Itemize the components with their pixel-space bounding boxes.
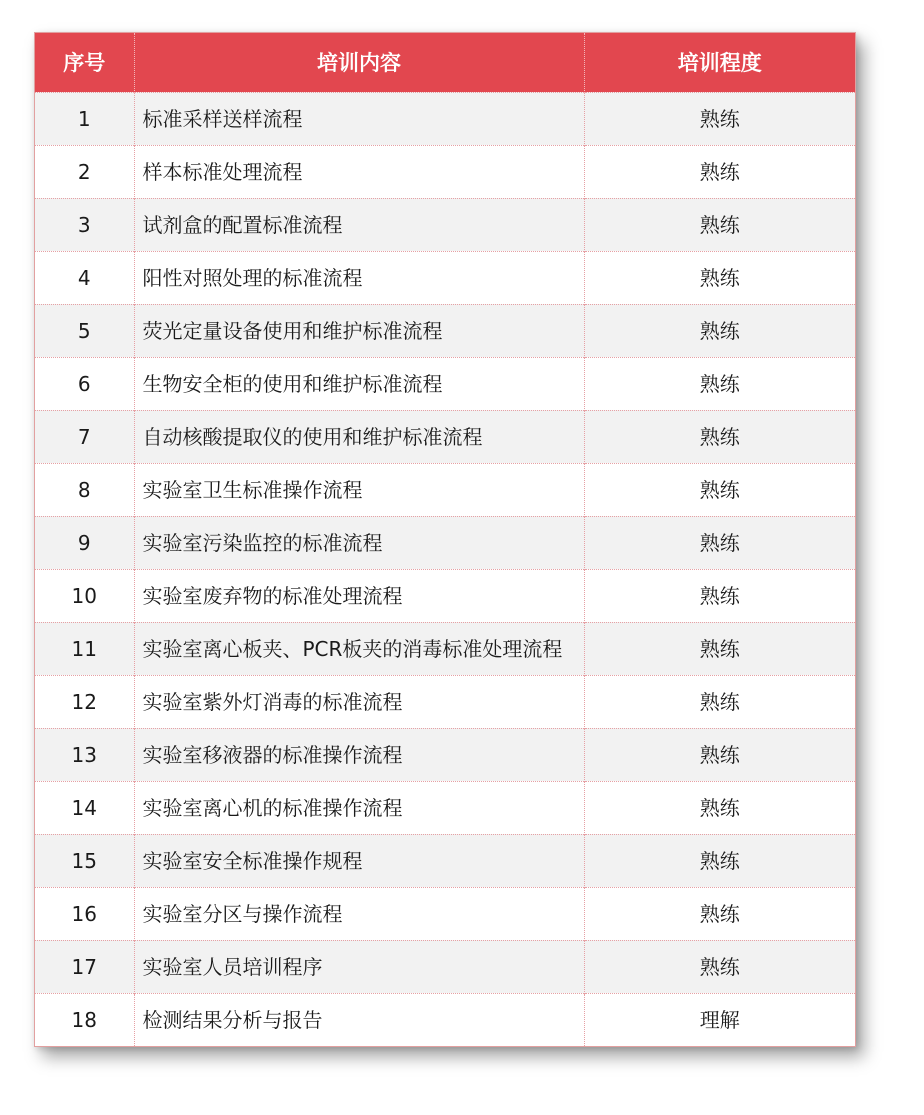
table-row: [35, 728, 855, 781]
table-row: [35, 622, 855, 675]
table-header-row: [35, 33, 855, 92]
row-number: 17: [35, 940, 134, 993]
table-row: [35, 304, 855, 357]
table-row: [35, 357, 855, 410]
table-row: [35, 251, 855, 304]
table-row: [35, 569, 855, 622]
row-content: 实验室紫外灯消毒的标准流程: [134, 675, 584, 728]
row-level: 熟练: [584, 940, 855, 993]
row-level: 熟练: [584, 834, 855, 887]
row-content: 检测结果分析与报告: [134, 993, 584, 1046]
row-number: 8: [35, 463, 134, 516]
row-content: 实验室离心机的标准操作流程: [134, 781, 584, 834]
row-level: 熟练: [584, 463, 855, 516]
header-level: 培训程度: [584, 33, 855, 92]
row-content: 标准采样送样流程: [134, 92, 584, 145]
row-content: 实验室分区与操作流程: [134, 887, 584, 940]
row-content: 样本标准处理流程: [134, 145, 584, 198]
header-content: 培训内容: [134, 33, 584, 92]
row-level: 熟练: [584, 516, 855, 569]
table-row: [35, 198, 855, 251]
row-content: 实验室移液器的标准操作流程: [134, 728, 584, 781]
row-number: 1: [35, 92, 134, 145]
row-level: 熟练: [584, 198, 855, 251]
header-number: 序号: [35, 33, 134, 92]
row-level: 熟练: [584, 92, 855, 145]
row-content: 实验室废弃物的标准处理流程: [134, 569, 584, 622]
table-row: [35, 675, 855, 728]
row-number: 18: [35, 993, 134, 1046]
row-content: 荧光定量设备使用和维护标准流程: [134, 304, 584, 357]
row-content: 实验室离心板夹、PCR板夹的消毒标准处理流程: [134, 622, 584, 675]
row-level: 熟练: [584, 304, 855, 357]
row-number: 13: [35, 728, 134, 781]
row-level: 熟练: [584, 251, 855, 304]
row-content: 实验室人员培训程序: [134, 940, 584, 993]
training-table: [35, 33, 855, 1046]
row-content: 生物安全柜的使用和维护标准流程: [134, 357, 584, 410]
row-level: 熟练: [584, 728, 855, 781]
row-content: 试剂盒的配置标准流程: [134, 198, 584, 251]
row-level: 熟练: [584, 569, 855, 622]
row-level: 理解: [584, 993, 855, 1046]
row-number: 4: [35, 251, 134, 304]
row-number: 10: [35, 569, 134, 622]
row-level: 熟练: [584, 357, 855, 410]
row-number: 9: [35, 516, 134, 569]
row-number: 14: [35, 781, 134, 834]
row-number: 6: [35, 357, 134, 410]
row-level: 熟练: [584, 410, 855, 463]
row-number: 15: [35, 834, 134, 887]
training-table-card: [34, 32, 856, 1047]
row-level: 熟练: [584, 887, 855, 940]
table-row: [35, 145, 855, 198]
row-number: 2: [35, 145, 134, 198]
table-row: [35, 940, 855, 993]
row-content: 实验室污染监控的标准流程: [134, 516, 584, 569]
table-row: [35, 887, 855, 940]
table-row: [35, 410, 855, 463]
row-number: 3: [35, 198, 134, 251]
row-level: 熟练: [584, 675, 855, 728]
row-content: 自动核酸提取仪的使用和维护标准流程: [134, 410, 584, 463]
row-number: 11: [35, 622, 134, 675]
table-row: [35, 834, 855, 887]
row-level: 熟练: [584, 622, 855, 675]
row-number: 7: [35, 410, 134, 463]
row-level: 熟练: [584, 781, 855, 834]
row-number: 12: [35, 675, 134, 728]
table-row: [35, 92, 855, 145]
row-content: 实验室卫生标准操作流程: [134, 463, 584, 516]
row-level: 熟练: [584, 145, 855, 198]
row-number: 5: [35, 304, 134, 357]
row-content: 实验室安全标准操作规程: [134, 834, 584, 887]
row-number: 16: [35, 887, 134, 940]
table-row: [35, 993, 855, 1046]
table-row: [35, 781, 855, 834]
table-row: [35, 463, 855, 516]
table-row: [35, 516, 855, 569]
row-content: 阳性对照处理的标准流程: [134, 251, 584, 304]
